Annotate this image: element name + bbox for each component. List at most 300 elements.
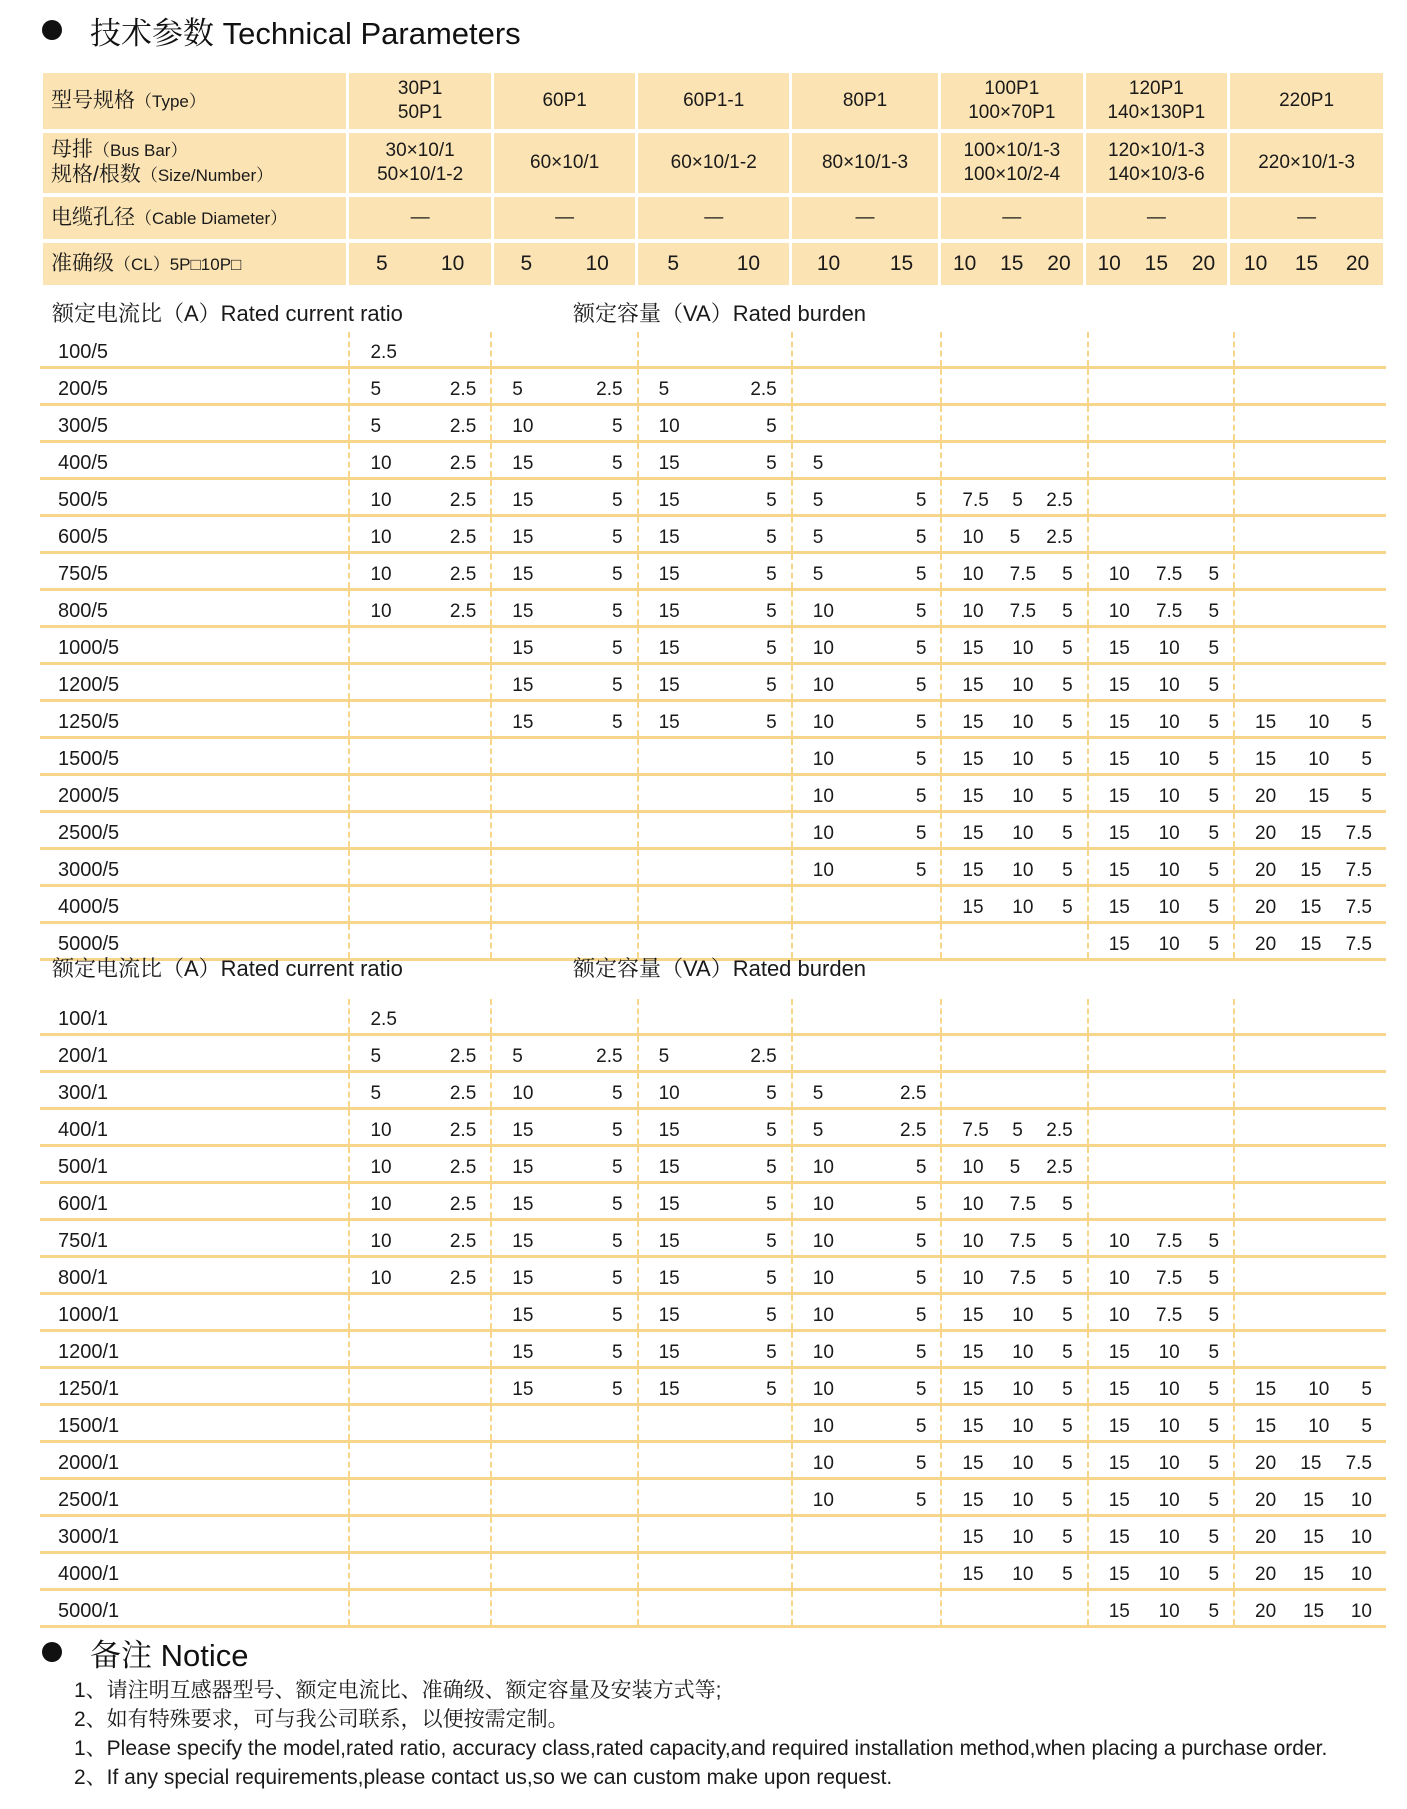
cl-value: 15 <box>889 252 914 275</box>
type-value: 140×130P1 <box>1107 102 1206 123</box>
table-row <box>40 1294 1386 1331</box>
burden-values <box>793 823 941 845</box>
burden-values <box>1235 897 1386 919</box>
burden-value: 10 <box>812 712 834 733</box>
burden-cell <box>1088 1072 1234 1109</box>
type-value: 30P1 <box>397 78 443 99</box>
spec-label-type <box>43 73 346 133</box>
burden-value: 10 <box>1158 934 1180 955</box>
burden-cell <box>638 1405 792 1442</box>
burden-values <box>1089 1601 1233 1623</box>
burden-cell <box>349 1516 491 1553</box>
burden-value: 15 <box>962 712 984 733</box>
burden-value: 7.5 <box>1345 1453 1372 1474</box>
burden-cell <box>941 738 1087 775</box>
burden-values <box>1089 712 1233 734</box>
burden-value: 15 <box>1108 786 1130 807</box>
spec-cell-type <box>494 73 636 133</box>
burden-value: 5 <box>1062 1194 1073 1215</box>
burden-values <box>639 1157 791 1179</box>
burden-value: 15 <box>658 1342 680 1363</box>
current-ratio: 2000/5 <box>40 775 349 812</box>
burden-cell <box>941 627 1087 664</box>
burden-value: 10 <box>1012 823 1034 844</box>
spec-cell-cl <box>349 243 491 289</box>
burden-cell <box>1234 1516 1386 1553</box>
burden-cell <box>941 332 1087 368</box>
burden-value: 5 <box>1062 712 1073 733</box>
spec-cell-cl <box>1086 243 1228 289</box>
burden-value: 10 <box>1108 1305 1130 1326</box>
burden-value: 15 <box>962 1490 984 1511</box>
burden-value: 5 <box>612 638 623 659</box>
burden-value: 5 <box>915 638 927 659</box>
burden-cell <box>792 738 942 775</box>
burden-values <box>793 1157 941 1179</box>
burden-value: 5 <box>1062 823 1073 844</box>
burden-value: 7.5 <box>962 1120 989 1141</box>
burden-value: 10 <box>370 601 392 622</box>
burden-cell <box>349 1294 491 1331</box>
burden-cell <box>941 1035 1087 1072</box>
burden-cell <box>792 1331 942 1368</box>
burden-cell <box>941 1183 1087 1220</box>
cl-value: 10 <box>816 252 841 275</box>
burden-cell <box>941 1331 1087 1368</box>
current-ratio: 200/5 <box>40 368 349 405</box>
burden-value: 5 <box>612 1379 623 1400</box>
burden-value: 15 <box>962 749 984 770</box>
burden-cell <box>1234 1072 1386 1109</box>
burden-value: 5 <box>1208 1416 1220 1437</box>
burden-cell <box>349 479 491 516</box>
burden-values <box>1235 1453 1386 1475</box>
burden-value: 7.5 <box>1345 860 1372 881</box>
cl-value: 5 <box>667 252 679 275</box>
spec-cell-type <box>1230 73 1383 133</box>
burden-cell <box>792 1553 942 1590</box>
burden-values <box>1235 1601 1386 1623</box>
burden-cell <box>349 1072 491 1109</box>
burden-cell <box>792 812 942 849</box>
burden-values <box>793 749 941 771</box>
table-row <box>40 886 1386 923</box>
spec-cell-cable <box>638 197 789 243</box>
burden-cell <box>941 1405 1087 1442</box>
burden-value: 5 <box>766 1120 777 1141</box>
burden-value: 5 <box>1009 527 1021 548</box>
burden-cell <box>638 775 792 812</box>
burden-cell <box>491 999 637 1035</box>
burden-value: 5 <box>915 1194 927 1215</box>
burden-values <box>1089 860 1233 882</box>
burden-cell <box>1234 999 1386 1035</box>
burden-value: 15 <box>1302 1601 1325 1622</box>
burden-value: 15 <box>1108 860 1130 881</box>
burden-values <box>1089 823 1233 845</box>
burden-value: 15 <box>962 638 984 659</box>
burden-value: 10 <box>1108 564 1130 585</box>
burden-cell <box>792 999 942 1035</box>
spec-cell-busbar <box>792 133 938 197</box>
burden-values <box>350 1083 490 1105</box>
burden-cell <box>491 886 637 923</box>
table-row <box>40 812 1386 849</box>
burden-cell <box>1234 1442 1386 1479</box>
burden-values <box>1089 1453 1233 1475</box>
burden-value: 10 <box>1350 1564 1372 1585</box>
burden-values <box>492 1083 636 1105</box>
burden-values <box>793 1490 941 1512</box>
burden-value: 10 <box>370 564 392 585</box>
table-row <box>40 553 1386 590</box>
burden-value: 5 <box>1208 860 1220 881</box>
burden-table-1a <box>40 999 1386 1628</box>
burden-value: 10 <box>1158 823 1180 844</box>
burden-values <box>639 712 791 734</box>
burden-cell <box>941 664 1087 701</box>
burden-cell <box>638 442 792 479</box>
burden-value: 10 <box>1158 786 1180 807</box>
burden-value: 15 <box>658 1268 680 1289</box>
burden-values <box>1089 601 1233 623</box>
burden-value: 7.5 <box>1155 564 1183 585</box>
burden-cell <box>792 664 942 701</box>
burden-label: 额定容量（VA）Rated burden <box>573 300 867 326</box>
burden-value: 5 <box>612 675 623 696</box>
current-ratio: 100/1 <box>40 999 349 1035</box>
burden-cell <box>1234 1035 1386 1072</box>
burden-cell <box>349 664 491 701</box>
burden-values <box>1089 564 1233 586</box>
table-row <box>40 479 1386 516</box>
burden-value: 10 <box>962 527 984 548</box>
burden-cell <box>1088 368 1234 405</box>
burden-value: 5 <box>1208 712 1220 733</box>
spec-cell-busbar <box>1086 133 1228 197</box>
cl-value: 15 <box>1000 252 1024 275</box>
burden-values <box>793 601 941 623</box>
burden-value: 5 <box>612 712 623 733</box>
burden-values <box>492 675 636 697</box>
burden-value: 15 <box>658 490 680 511</box>
burden-value: 5 <box>812 527 824 548</box>
burden-value: 15 <box>1108 638 1130 659</box>
burden-cell <box>349 405 491 442</box>
burden-cell <box>941 368 1087 405</box>
burden-value: 5 <box>1208 786 1220 807</box>
burden-value: 15 <box>512 638 534 659</box>
type-value: 50P1 <box>397 102 443 123</box>
burden-cell <box>491 1590 637 1627</box>
bullet-icon <box>42 1642 62 1662</box>
burden-value: 5 <box>370 1046 382 1067</box>
burden-cell <box>941 1220 1087 1257</box>
rated-header-5a <box>40 295 1386 329</box>
burden-cell <box>792 553 942 590</box>
notice-item: 2、If any special requirements,please contact us,so we can custom make upon request. <box>74 1766 893 1789</box>
burden-value: 5 <box>1208 564 1220 585</box>
burden-cell <box>491 516 637 553</box>
burden-value: 10 <box>370 1268 392 1289</box>
burden-values <box>942 1305 1086 1327</box>
burden-values <box>1235 712 1386 734</box>
burden-value: 2.5 <box>900 1083 927 1104</box>
burden-values <box>639 1046 791 1068</box>
burden-value: 15 <box>1108 1490 1130 1511</box>
burden-value: 5 <box>1361 786 1372 807</box>
burden-value: 20 <box>1255 786 1277 807</box>
burden-value: 10 <box>1350 1601 1372 1622</box>
burden-values <box>942 1231 1086 1253</box>
burden-values <box>492 527 636 549</box>
burden-values <box>793 564 941 586</box>
burden-values <box>492 1268 636 1290</box>
burden-value: 15 <box>1108 823 1130 844</box>
burden-values <box>639 638 791 660</box>
cl-value: 5 <box>520 252 533 275</box>
burden-cell <box>1234 886 1386 923</box>
burden-value: 7.5 <box>1009 1194 1037 1215</box>
burden-value: 15 <box>1300 897 1322 918</box>
burden-value: 15 <box>512 601 534 622</box>
burden-values <box>1235 823 1386 845</box>
burden-values <box>492 453 636 475</box>
burden-cell <box>491 405 637 442</box>
burden-cell <box>349 1405 491 1442</box>
burden-cell <box>792 1442 942 1479</box>
burden-values <box>942 564 1086 586</box>
table-row <box>40 775 1386 812</box>
burden-value: 15 <box>1300 1453 1322 1474</box>
current-ratio: 2500/1 <box>40 1479 349 1516</box>
burden-value: 5 <box>370 416 382 437</box>
current-ratio: 400/1 <box>40 1109 349 1146</box>
current-ratio: 3000/1 <box>40 1516 349 1553</box>
burden-cell <box>1088 664 1234 701</box>
burden-value: 5 <box>1361 712 1372 733</box>
spec-cell-cl <box>494 243 636 289</box>
burden-value: 5 <box>1062 897 1073 918</box>
burden-value: 20 <box>1255 1601 1277 1622</box>
burden-value: 15 <box>658 1379 680 1400</box>
burden-value: 5 <box>915 1268 927 1289</box>
burden-value: 5 <box>612 1268 623 1289</box>
burden-value: 2.5 <box>449 1157 477 1178</box>
burden-value: 5 <box>915 490 927 511</box>
burden-value: 10 <box>962 1194 984 1215</box>
burden-value: 10 <box>370 1157 392 1178</box>
burden-value: 15 <box>962 1342 984 1363</box>
burden-values <box>793 1231 941 1253</box>
burden-cell <box>941 1294 1087 1331</box>
burden-value: 5 <box>1062 1490 1073 1511</box>
burden-value: 5 <box>915 860 927 881</box>
burden-cell <box>941 999 1087 1035</box>
burden-cell <box>941 442 1087 479</box>
burden-cell <box>1088 590 1234 627</box>
burden-value: 10 <box>812 1305 834 1326</box>
burden-value: 10 <box>1158 1490 1180 1511</box>
busbar-value: 80×10/1-3 <box>821 152 909 173</box>
burden-value: 15 <box>1108 712 1130 733</box>
burden-cell <box>1234 1146 1386 1183</box>
burden-value: 5 <box>766 1231 777 1252</box>
burden-value: 15 <box>1308 786 1330 807</box>
burden-value: 10 <box>962 1157 984 1178</box>
burden-cell <box>638 1146 792 1183</box>
burden-values <box>492 1342 636 1364</box>
spec-cell-type <box>1086 73 1228 133</box>
cable-value: — <box>410 207 430 228</box>
burden-value: 10 <box>1350 1490 1372 1511</box>
burden-cell <box>941 479 1087 516</box>
burden-value: 2.5 <box>449 379 477 400</box>
burden-cell <box>349 1257 491 1294</box>
burden-value: 15 <box>1108 1601 1130 1622</box>
burden-cell <box>491 332 637 368</box>
burden-cell <box>941 553 1087 590</box>
burden-cell <box>1088 442 1234 479</box>
burden-values <box>639 490 791 512</box>
burden-value: 2.5 <box>900 1120 927 1141</box>
burden-value: 5 <box>612 490 623 511</box>
burden-values <box>350 1009 490 1031</box>
burden-value: 5 <box>766 564 777 585</box>
label-en: （Bus Bar） <box>93 141 188 160</box>
burden-value: 10 <box>812 860 834 881</box>
burden-values <box>639 453 791 475</box>
burden-cell <box>1088 1220 1234 1257</box>
burden-values <box>639 1379 791 1401</box>
label-en: （CL）5P□10P□ <box>114 254 242 274</box>
burden-cell <box>349 701 491 738</box>
burden-cell <box>491 368 637 405</box>
burden-cell <box>1088 1146 1234 1183</box>
burden-cell <box>349 553 491 590</box>
burden-value: 15 <box>1255 712 1277 733</box>
burden-value: 15 <box>1108 1564 1130 1585</box>
burden-value: 10 <box>1012 1342 1034 1363</box>
burden-value: 5 <box>1208 749 1220 770</box>
burden-cell <box>638 664 792 701</box>
burden-values <box>942 712 1086 734</box>
burden-cell <box>1088 627 1234 664</box>
burden-cell <box>638 479 792 516</box>
burden-value: 10 <box>1158 1379 1180 1400</box>
burden-value: 5 <box>915 1379 927 1400</box>
burden-value: 2.5 <box>596 1046 623 1067</box>
table-row <box>40 516 1386 553</box>
burden-cell <box>1234 1479 1386 1516</box>
burden-value: 5 <box>1361 749 1372 770</box>
burden-value: 5 <box>370 379 382 400</box>
burden-cell <box>349 442 491 479</box>
burden-value: 5 <box>512 379 523 400</box>
burden-value: 20 <box>1255 1527 1277 1548</box>
table-row <box>40 368 1386 405</box>
burden-value: 5 <box>766 675 777 696</box>
burden-value: 5 <box>1208 1268 1220 1289</box>
burden-value: 15 <box>1108 1379 1130 1400</box>
burden-value: 5 <box>1208 1601 1220 1622</box>
burden-cell <box>349 368 491 405</box>
burden-values <box>492 1120 636 1142</box>
burden-cell <box>1234 775 1386 812</box>
burden-values <box>942 1120 1086 1142</box>
burden-value: 15 <box>962 1527 984 1548</box>
burden-values <box>492 416 636 438</box>
burden-value: 5 <box>766 1083 777 1104</box>
burden-value: 15 <box>962 786 984 807</box>
burden-values <box>793 1305 941 1327</box>
burden-value: 15 <box>1108 1453 1130 1474</box>
burden-cell <box>638 999 792 1035</box>
burden-cell <box>941 1553 1087 1590</box>
label-zh: 母排 <box>51 138 93 161</box>
current-ratio: 1200/1 <box>40 1331 349 1368</box>
burden-value: 20 <box>1255 934 1277 955</box>
burden-value: 15 <box>658 1120 680 1141</box>
current-ratio: 750/5 <box>40 553 349 590</box>
burden-value: 5 <box>915 1490 927 1511</box>
burden-cell <box>1088 999 1234 1035</box>
burden-cell <box>638 332 792 368</box>
spec-cell-busbar <box>1230 133 1383 197</box>
burden-values <box>942 1416 1086 1438</box>
spec-cell-cl <box>941 243 1083 289</box>
burden-value: 10 <box>812 823 834 844</box>
table-row <box>40 1479 1386 1516</box>
table-row <box>40 1146 1386 1183</box>
notice-title-text: 备注 Notice <box>90 1637 249 1673</box>
burden-cell <box>638 1479 792 1516</box>
burden-cell <box>638 701 792 738</box>
burden-value: 15 <box>1255 1416 1277 1437</box>
burden-value: 5 <box>1062 1268 1073 1289</box>
burden-values <box>639 527 791 549</box>
burden-cell <box>941 1146 1087 1183</box>
burden-value: 5 <box>915 1305 927 1326</box>
burden-value: 10 <box>1012 1305 1034 1326</box>
spec-row-type <box>43 73 1383 133</box>
burden-value: 15 <box>962 823 984 844</box>
burden-cell <box>638 1220 792 1257</box>
burden-cell <box>1088 701 1234 738</box>
spec-row-busbar <box>43 133 1383 197</box>
burden-values <box>1235 1490 1386 1512</box>
burden-values <box>793 490 941 512</box>
burden-cell <box>638 1035 792 1072</box>
burden-values <box>350 379 490 401</box>
burden-values <box>793 453 941 475</box>
burden-value: 15 <box>962 675 984 696</box>
burden-value: 10 <box>658 416 680 437</box>
table-row <box>40 405 1386 442</box>
spec-row-cable <box>43 197 1383 243</box>
burden-cell <box>1088 738 1234 775</box>
burden-value: 15 <box>512 1379 534 1400</box>
burden-value: 7.5 <box>1009 1268 1037 1289</box>
burden-values <box>942 1342 1086 1364</box>
current-ratio: 4000/1 <box>40 1553 349 1590</box>
burden-value: 10 <box>1158 1453 1180 1474</box>
burden-value: 20 <box>1255 823 1277 844</box>
burden-value: 5 <box>1062 1416 1073 1437</box>
burden-values <box>492 601 636 623</box>
burden-value: 10 <box>1108 1231 1130 1252</box>
ratio-label: 额定电流比（A）Rated current ratio <box>52 955 403 981</box>
